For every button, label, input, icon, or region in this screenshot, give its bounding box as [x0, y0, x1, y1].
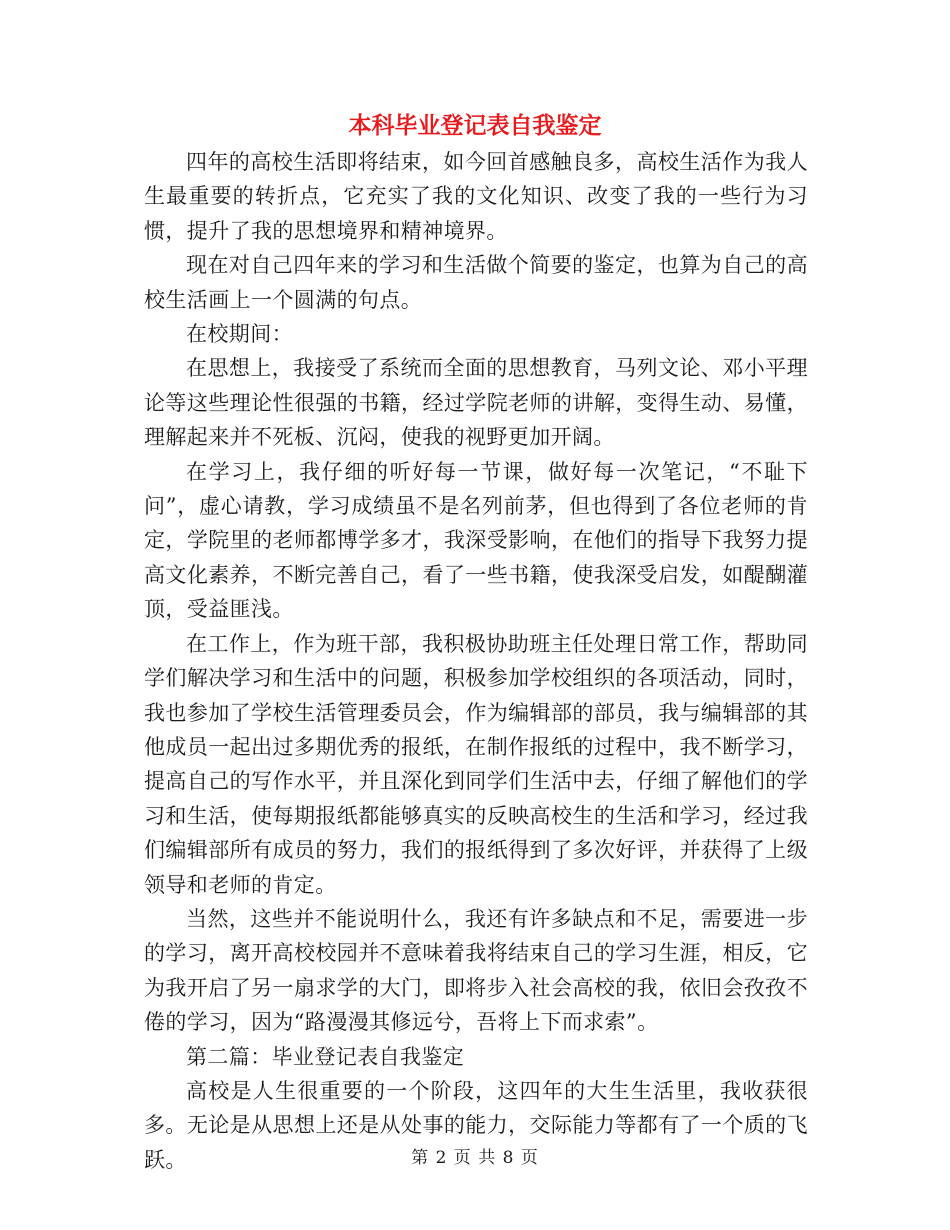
paragraph: 高校是人生很重要的一个阶段，这四年的大生生活里，我收获很多。无论是从思想上还是从处事的能力，交际能力等都有了一个质的飞跃。: [144, 1078, 808, 1172]
document-title: 本科毕业登记表自我鉴定: [348, 113, 602, 139]
paragraph: 在思想上，我接受了系统而全面的思想教育，马列文论、邓小平理论等这些理论性很强的书籍，经过学院老师的讲解，变得生动、易懂，理解起来并不死板、沉闷，使我的视野更加开阔。: [144, 356, 808, 450]
paragraph: 四年的高校生活即将结束，如今回首感触良多，高校生活作为我人生最重要的转折点，它充实了我的文化知识、改变了我的一些行为习惯，提升了我的思想境界和精神境界。: [144, 150, 808, 243]
paragraph: 当然，这些并不能说明什么，我还有许多缺点和不足，需要进一步的学习，离开高校校园并不意味着我将结束自己的学习生涯，相反，它为我开启了另一扇求学的大门，即将步入社会高校的我，依旧会孜孜不倦的学习，因为“路漫漫其修远兮，吾将上下而求索”。: [144, 906, 808, 1035]
paragraph: 在工作上，作为班干部，我积极协助班主任处理日常工作，帮助同学们解决学习和生活中的问题，积极参加学校组织的各项活动，同时，我也参加了学校生活管理委员会，作为编辑部的部员，我与编辑部的其他成员一起出过多期优秀的报纸，在制作报纸的过程中，我不断学习，提高自己的写作水平，并且深化到同学们生活中去，仔细了解他们的学习和生活，使每期报纸都能够真实的反映高校生的生活和学习，经过我们编辑部所有成员的努力，我们的报纸得到了多次好评，并获得了上级领导和老师的肯定。: [144, 631, 808, 897]
paragraph: 在校期间：: [186, 322, 293, 347]
page-number-footer: 第 2 页 共 8 页: [411, 1148, 539, 1168]
document-body: [144, 145, 808, 1177]
paragraph: 在学习上，我仔细的听好每一节课，做好每一次笔记，“不耻下问”，虚心请教，学习成绩虽不是名列前茅，但也得到了各位老师的肯定，学院里的老师都博学多才，我深受影响，在他们的指导下我努力提高文化素养，不断完善自己，看了一些书籍，使我深受启发，如醍醐灌顶，受益匪浅。: [144, 459, 808, 622]
paragraph: 现在对自己四年来的学习和生活做个简要的鉴定，也算为自己的高校生活画上一个圆满的句点。: [144, 253, 808, 312]
section-heading: 第二篇：毕业登记表自我鉴定: [186, 1044, 465, 1069]
